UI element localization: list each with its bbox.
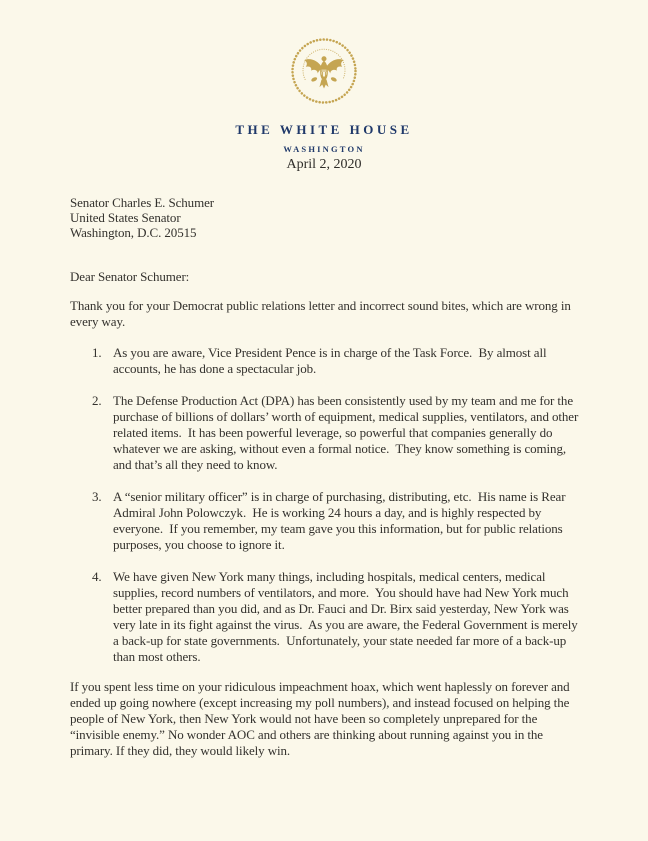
list-item <box>70 489 584 553</box>
list-item-number: 3. <box>92 489 102 504</box>
list-item-text: As you are aware, Vice President Pence is in charge of the Task Force. By almost all accounts, he has done a spectacular job. <box>113 345 550 376</box>
list-item-text: We have given New York many things, including hospitals, medical centers, medical supplies, record numbers of ventilators, and more. You should have had New York much better prepared than you did, and as Dr. Fauci and Dr. Birx said yesterday, New York was very late in its fight against the virus. As you are aware, the Federal Government is merely a back-up for state governments. Unfortunately, your state needed far more of a back-up than most others. <box>113 569 581 664</box>
list-item <box>70 393 584 473</box>
list-item-text: The Defense Production Act (DPA) has been consistently used by my team and me for the purchase of billions of dollars’ worth of equipment, medical supplies, ventilators, and other related items. It has been powerful leverage, so powerful that companies generally do whatever we are asking, without even a formal notice. They know something is coming, and that’s all they need to know. <box>113 393 582 472</box>
list-item-number: 1. <box>92 345 102 360</box>
letter-date: April 2, 2020 <box>286 157 362 172</box>
salutation: Dear Senator Schumer: <box>70 269 190 284</box>
letter-body <box>0 195 648 759</box>
letterhead-title: THE WHITE HOUSE <box>235 122 413 137</box>
recipient-city: Washington, D.C. 20515 <box>70 225 197 240</box>
list-item <box>70 569 584 665</box>
letterhead <box>0 0 648 173</box>
recipient-address <box>70 195 584 240</box>
list-item-number: 2. <box>92 393 102 408</box>
opening-paragraph: Thank you for your Democrat public relations letter and incorrect sound bites, which are wrong in every way. <box>70 298 574 329</box>
letterhead-subtitle: WASHINGTON <box>283 144 365 154</box>
presidential-seal-icon <box>289 36 359 106</box>
list-item <box>70 345 584 377</box>
list-item-text: A “senior military officer” is in charge of purchasing, distributing, etc. His name is Rear Admiral John Polowczyk. He is working 24 hours a day, and is highly respected by everyone. If you remember, my team gave you this information, but for public relations purposes, you choose to ignore it. <box>113 489 568 552</box>
closing-paragraph: If you spent less time on your ridiculous impeachment hoax, which went haplessly on forever and ended up going nowhere (except increasing my poll numbers), and instead focused on helping the people of New York, then New York would not have been so completely unprepared for the “invisible enemy.” No wonder AOC and others are thinking about running against you in the primary. If they did, they would likely win. <box>70 679 573 758</box>
numbered-list <box>70 345 584 665</box>
recipient-name: Senator Charles E. Schumer <box>70 195 214 210</box>
list-item-number: 4. <box>92 569 102 584</box>
recipient-title: United States Senator <box>70 210 181 225</box>
